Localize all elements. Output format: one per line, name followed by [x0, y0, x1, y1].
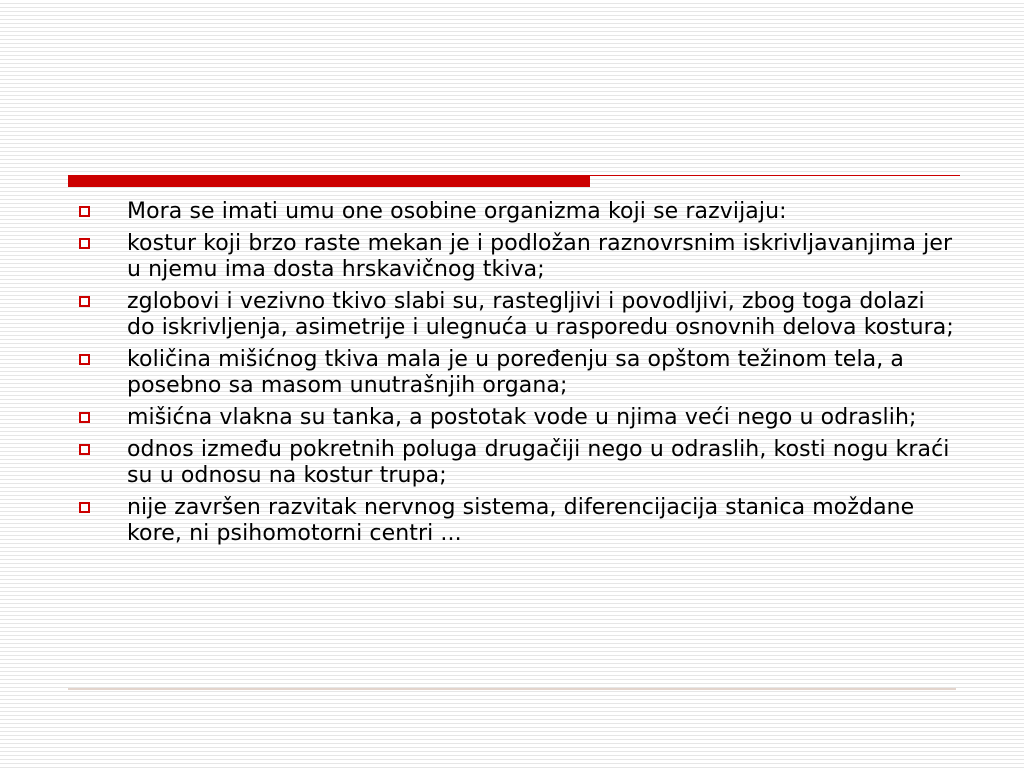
hollow-square-bullet-icon [79, 412, 90, 423]
bullet-text: kostur koji brzo raste mekan je i podložan raznovrsnim iskrivljavanjima jer u njemu ima dosta hrskavičnog tkiva; [127, 231, 953, 282]
hollow-square-bullet-icon [79, 296, 90, 307]
list-item [76, 199, 956, 225]
bullet-text: zglobovi i vezivno tkivo slabi su, rastegljivi i povodljivi, zbog toga dolazi do iskrivljenja, asimetrije i ulegnuća u rasporedu osnovnih delova kostura; [127, 289, 954, 340]
bullet-text: nije završen razvitak nervnog sistema, diferencijacija stanica moždane kore, ni psihomotorni centri ... [127, 495, 915, 546]
bullet-text: količina mišićnog tkiva mala je u poređenju sa opštom težinom tela, a posebno sa masom unutrašnjih organa; [127, 347, 905, 398]
slide-body [76, 199, 956, 553]
list-item [76, 289, 956, 341]
hollow-square-bullet-icon [79, 206, 90, 217]
list-item [76, 495, 956, 547]
hollow-square-bullet-icon [79, 238, 90, 249]
list-item [76, 347, 956, 399]
hollow-square-bullet-icon [79, 502, 90, 513]
title-accent-line [590, 175, 960, 176]
list-item [76, 437, 956, 489]
list-item [76, 231, 956, 283]
slide-title-area [68, 40, 958, 160]
bullet-text: mišićna vlakna su tanka, a postotak vode u njima veći nego u odraslih; [127, 405, 917, 430]
list-item [76, 405, 956, 431]
bullet-text: Mora se imati umu one osobine organizma koji se razvijaju: [127, 199, 787, 224]
hollow-square-bullet-icon [79, 354, 90, 365]
hollow-square-bullet-icon [79, 444, 90, 455]
bullet-text: odnos između pokretnih poluga drugačiji nego u odraslih, kosti nogu kraći su u odnosu na kostur trupa; [127, 437, 950, 488]
title-accent-bar [68, 175, 590, 187]
footer-rule [68, 688, 956, 690]
bullet-list [76, 199, 956, 547]
